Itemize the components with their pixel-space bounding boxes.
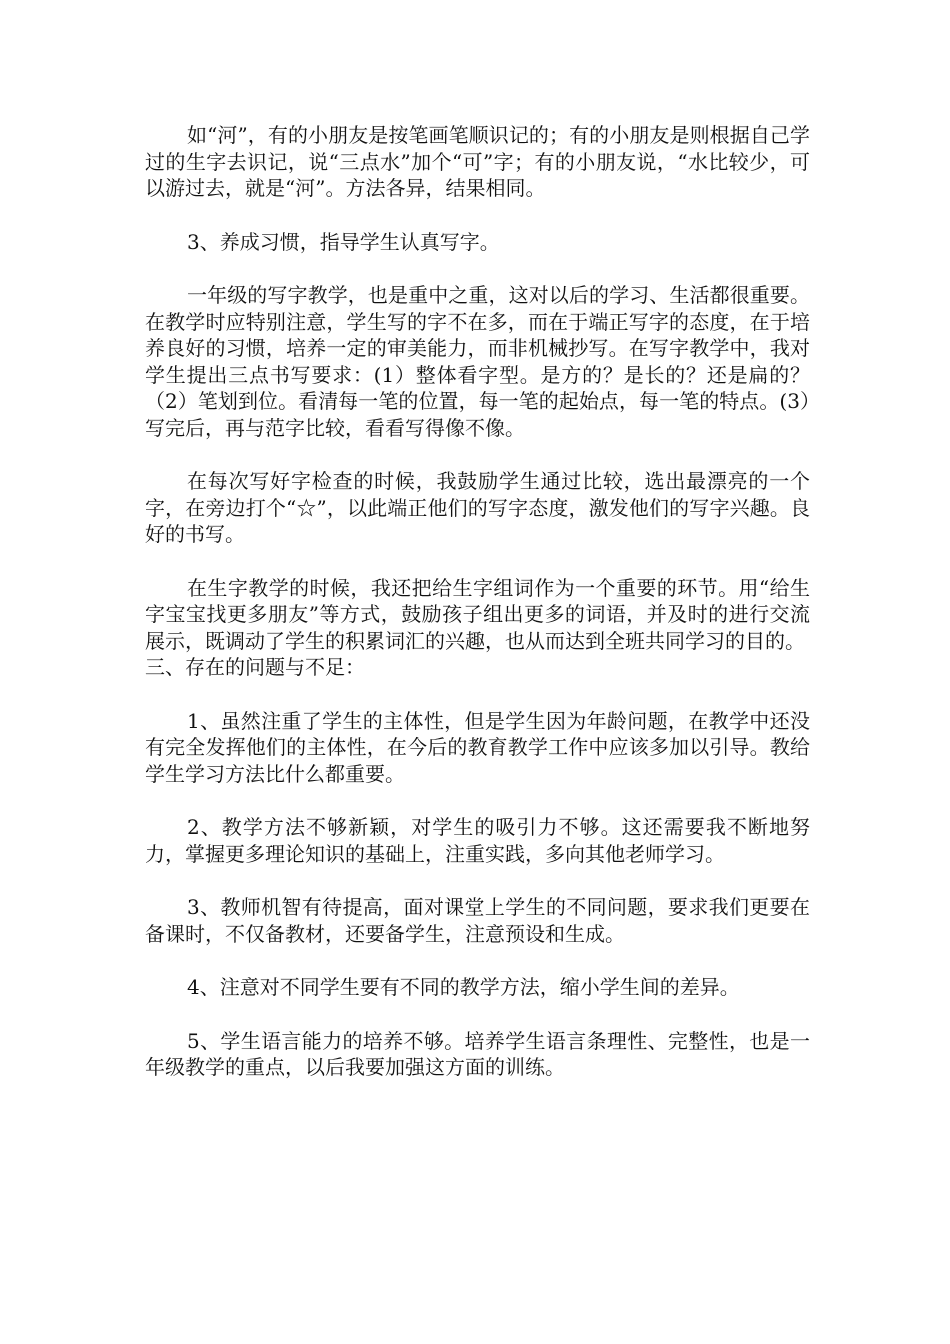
paragraph-memorization-methods: 如“河”，有的小朋友是按笔画笔顺识记的；有的小朋友是则根据自己学过的生字去识记，说“三点水”加个“可”字；有的小朋友说，“水比较少，可以游过去，就是“河”。方法各异，结果相同。	[145, 123, 810, 200]
paragraph-writing-check: 在每次写好字检查的时候，我鼓励学生通过比较，选出最漂亮的一个字，在旁边打个“☆”，以此端正他们的写字态度，激发他们的写字兴趣。良好的书写。	[145, 469, 810, 546]
issue-item: 4、注意对不同学生要有不同的教学方法，缩小学生间的差异。	[187, 975, 740, 999]
issue-item: 3、教师机智有待提高，面对课堂上学生的不同问题，要求我们更要在备课时，不仅备教材，还要备学生，注意预设和生成。	[145, 895, 810, 946]
paragraph-writing-instruction: 一年级的写字教学，也是重中之重，这对以后的学习、生活都很重要。在教学时应特别注意，学生写的字不在多，而在于端正写字的态度，在于培养良好的习惯，培养一定的审美能力，而非机械抄写。在写字教学中，我对学生提出三点书写要求：(1）整体看字型。是方的？是长的？还是扁的？（2）笔划到位。看清每一笔的位置，每一笔的起始点，每一笔的特点。(3）写完后，再与范字比较，看看写得像不像。	[145, 283, 810, 440]
paragraph-writing-habits-heading: 3、养成习惯，指导学生认真写字。	[187, 229, 500, 254]
issue-item: 5、学生语言能力的培养不够。培养学生语言条理性、完整性，也是一年级教学的重点，以后我要加强这方面的训练。	[145, 1028, 810, 1079]
issue-item: 2、教学方法不够新颖，对学生的吸引力不够。这还需要我不断地努力，掌握更多理论知识的基础上，注重实践，多向其他老师学习。	[145, 815, 810, 866]
paragraph-word-building: 在生字教学的时候，我还把给生字组词作为一个重要的环节。用“给生字宝宝找更多朋友”等方式，鼓励孩子组出更多的词语，并及时的进行交流展示，既调动了学生的积累词汇的兴趣，也从而达到全班共同学习的目的。	[145, 575, 810, 653]
document-body	[145, 122, 810, 1108]
issue-item: 1、虽然注重了学生的主体性，但是学生因为年龄问题，在教学中还没有完全发挥他们的主体性，在今后的教育教学工作中应该多加以引导。教给学生学习方法比什么都重要。	[145, 708, 810, 786]
section-heading-issues: 三、存在的问题与不足：	[145, 655, 365, 679]
